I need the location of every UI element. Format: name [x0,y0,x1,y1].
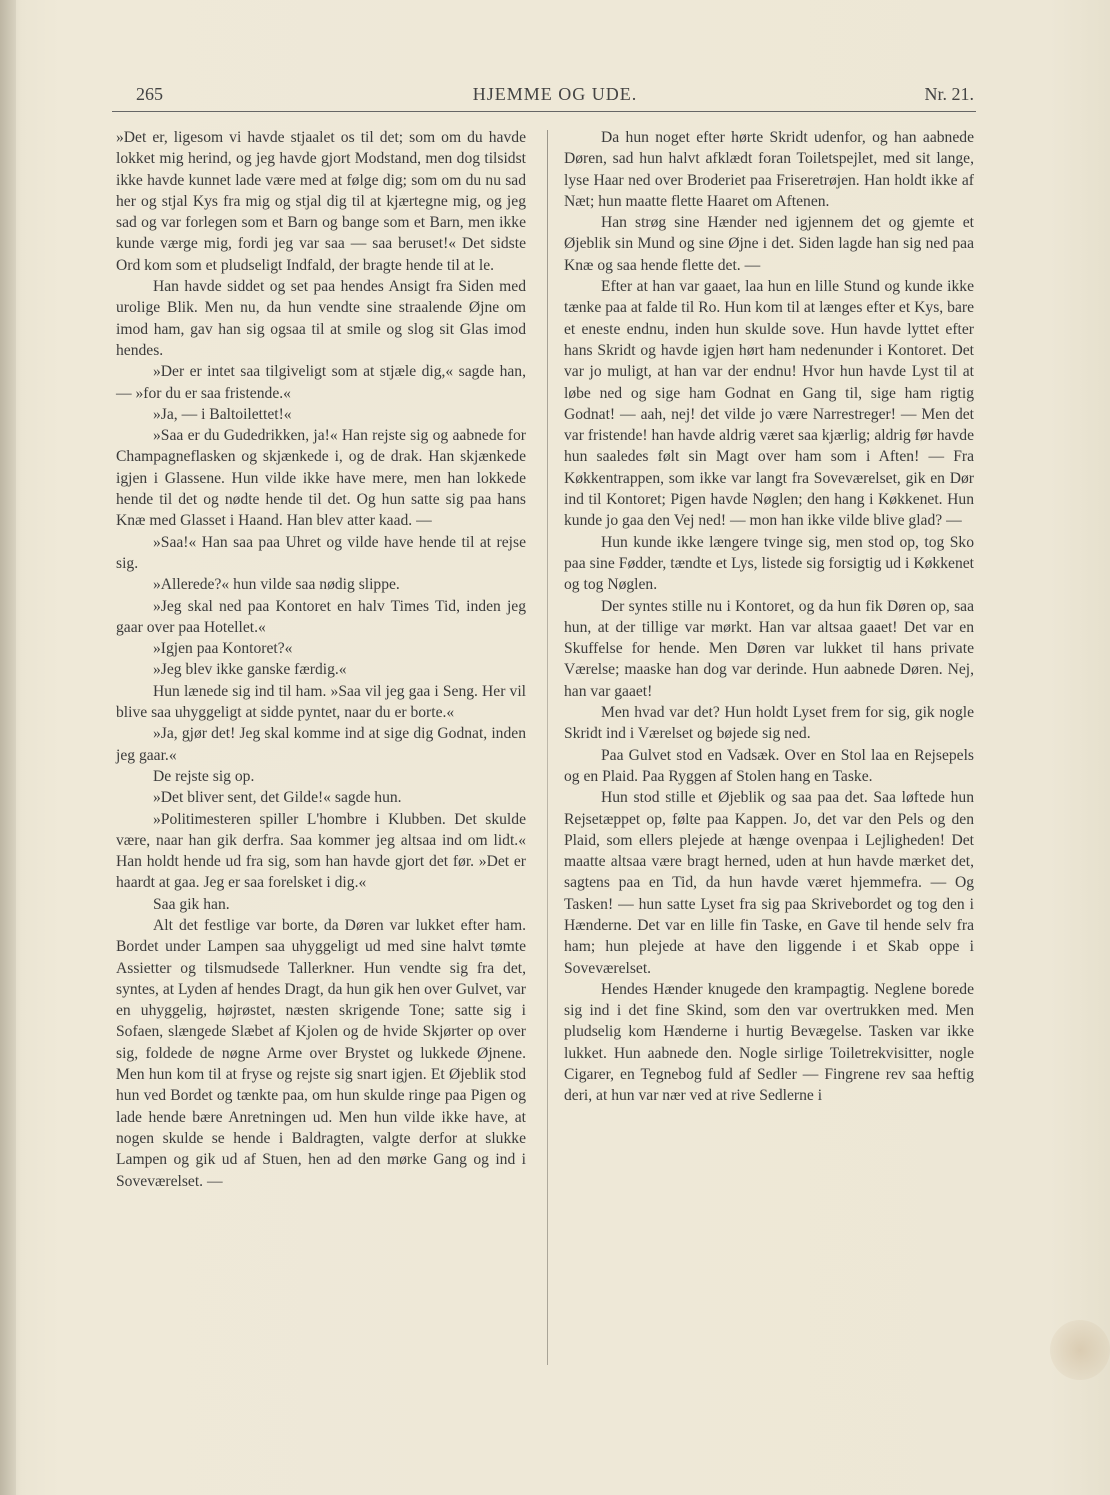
paragraph: Men hvad var det? Hun holdt Lyset frem for sig, gik nogle Skridt ind i Værelset og bøjede sig ned. [564,704,974,743]
paragraph: »Det er, ligesom vi havde stjaalet os til det; som om du havde lokket mig herind, og jeg havde gjort Modstand, men dog tilsidst ikke havde kunnet lade være med at følge dig; som om du nu sad her og stjal Kys fra mig og stjal dig til at kjærtegne mig, og jeg sad og var forlegen som et Barn og bange som et Barn, men ikke kunde værge mig, fordi jeg var saa — saa beruset!« Det sidste Ord kom som et pludseligt Indfald, der bragte hende til at le. [116,129,526,274]
paragraph: Hendes Hænder knugede den krampagtig. Neglene borede sig ind i det fine Skind, som den var overtrukken med. Men pludselig kom Hænderne i hurtig Bevægelse. Tasken var ikke lukket. Hun aabnede den. Nogle sirlige Toiletrekvisitter, nogle Cigarer, en Tegnebog fuld af Sedler — Fingrene rev saa heftig deri, at hun var nær ved at rive Sedlerne i [564,980,974,1105]
paragraph: Hun lænede sig ind til ham. »Saa vil jeg gaa i Seng. Her vil blive saa uhyggeligt at sidde pyntet, naar du er borte.« [116,682,526,722]
paragraph: »Saa er du Gudedrikken, ja!« Han rejste sig og aabnede for Champagneflasken og skjænkede i, og de drak. Han skjænkede igjen i Glassene. Hun vilde ikke have mere, men han lokkede hende til det og nødte hende til det. Og hun satte sig paa hans Knæ med Glasset i Haand. Han blev atter kaad. — [116,427,526,530]
paragraph: »Der er intet saa tilgiveligt som at stjæle dig,« sagde han, — »for du er saa fristende.« [116,363,526,402]
paragraph: Da hun noget efter hørte Skridt udenfor, og han aabnede Døren, sad hun halvt afklædt foran Toiletspejlet, med sit lange, lyse Haar ned over Broderiet paa Friseretrøjen. Han holdt ikke af Næt; hun maatte flette Haaret om Aftenen. [564,129,974,210]
paragraph: Han strøg sine Hænder ned igjennem det og gjemte et Øjeblik sin Mund og sine Øjne i det. Siden lagde han sig ned paa Knæ og saa hende flette det. — [564,214,974,274]
paragraph: Hun kunde ikke længere tvinge sig, men stod op, tog Sko paa sine Fødder, tændte et Lys, listede sig forsigtig ud i Køkkenet og tog Nøglen. [564,533,974,594]
paragraph: De rejste sig op. [153,767,255,785]
running-header [136,84,974,110]
paper-stain [1050,1320,1110,1380]
paragraph: Saa gik han. [153,895,230,913]
paragraph: Efter at han var gaaet, laa hun en lille Stund og kunde ikke tænke paa at falde til Ro. Hun kom til at længes efter et Kys, bare et eneste endnu, inden hun skulde sove. Hun havde lyttet efter hans Skridt og havde igjen hørt ham nedenunder i Kontoret. Det var jo muligt, at han var der endnu! Hvor hun havde Lyst til at løbe ned og sige ham Godnat en Gang til, sige ham rigtig Godnat! — aah, nej! det vilde jo være Narrestreger! — Men det var fristende! han havde aldrig været saa kjærlig; aldrig før havde hun saaledes følt sin Magt over ham som i Aften! — Fra Køkkentrappen, som ikke var langt fra Soveværelset, gik en Dør ind til Kontoret; Pigen havde Nøglen; den hang i Køkkenet. Hun kunde jo gaa den Vej ned! — mon han ikke vilde blive glad? — [564,278,974,530]
page-spine [0,0,16,1495]
paragraph: »Ja, gjør det! Jeg skal komme ind at sige dig Godnat, inden jeg gaar.« [116,725,526,764]
header-rule [112,111,976,112]
paragraph: »Jeg skal ned paa Kontoret en halv Times Tid, inden jeg gaar over paa Hotellet.« [116,597,526,636]
paragraph: Han havde siddet og set paa hendes Ansigt fra Siden med urolige Blik. Men nu, da hun vendte sine straalende Øjne om imod ham, gav han sig ogsaa til at smile og slog sit Glas imod hendes. [116,278,526,359]
paragraph: »Saa!« Han saa paa Uhret og vilde have hende til at rejse sig. [116,533,526,572]
paragraph: »Politimesteren spiller L'hombre i Klubben. Det skulde være, naar han gik derfra. Saa kommer jeg altsaa ind om lidt.« Han holdt hende ud fra sig, som han havde gjort det før. »Det er haardt at gaa. Jeg er saa forelsket i dig.« [116,810,526,892]
paragraph: Alt det festlige var borte, da Døren var lukket efter ham. Bordet under Lampen saa uhyggeligt ud med sine halvt tømte Assietter og tilsmudsede Tallerkner. Hun vendte sig fra det, syntes, at Lyden af hendes Dragt, da hun gik hen over Gulvet, var en uhyggelig, højrøstet, næsten skrigende Tone; satte sig i Sofaen, slængede Slæbet af Kjolen og de hvide Skjørter op over sig, foldede de nøgne Arme over Brystet og lukkede Øjnene. Men hun kom til at fryse og rejste sig snart igjen. Et Øjeblik stod hun ved Bordet og tænkte paa, om hun skulde ringe paa Pigen og lade hende bære Anretningen ud. Men hun vilde ikke have, at nogen skulde se hende i Baldragten, valgte derfor at slukke Lampen og gik ud af Stuen, hen ad den mørke Gang og ind i Soveværelset. — [116,916,526,1190]
left-column [116,127,526,1192]
issue-number: Nr. 21. [924,84,974,104]
publication-title: HJEMME OG UDE. [472,84,638,104]
paragraph: »Jeg blev ikke ganske færdig.« [153,661,347,679]
paragraph: Hun stod stille et Øjeblik og saa paa det. Saa løftede hun Rejsetæppet op, følte paa Kappen. Jo, det var den Pels og den Plaid, som ellers plejede at hænge ovenpaa i Lejligheden! Det maatte altsaa være bragt herned, uden at hun havde mærket det, sagtens paa en Tid, da hun havde været hjemmefra. — Og Tasken! — hun satte Lyset fra sig paa Skrivebordet og tog den i Hænderne. Det var en lille fin Taske, en Gave til hende selv fra ham; hun plejede at have den liggende i et Skab oppe i Soveværelset. [564,789,974,977]
paragraph: »Det bliver sent, det Gilde!« sagde hun. [153,789,402,807]
paragraph: »Ja, — i Baltoilettet!« [153,405,292,423]
column-divider [547,130,548,1365]
paragraph: Paa Gulvet stod en Vadsæk. Over en Stol laa en Rejsepels og en Plaid. Paa Ryggen af Stolen hang en Taske. [564,746,974,785]
paragraph: »Allerede?« hun vilde saa nødig slippe. [153,576,400,594]
page-number: 265 [136,84,163,104]
paragraph: »Igjen paa Kontoret?« [153,640,293,658]
right-column [564,127,974,1107]
paragraph: Der syntes stille nu i Kontoret, og da hun fik Døren op, saa hun, at der tillige var mørkt. Han var altsaa gaaet! Det var en Skuffelse for hende. Men Døren var lukket til hans private Værelse; maaske han dog var derinde. Hun aabnede Døren. Nej, han var gaaet! [564,597,974,700]
